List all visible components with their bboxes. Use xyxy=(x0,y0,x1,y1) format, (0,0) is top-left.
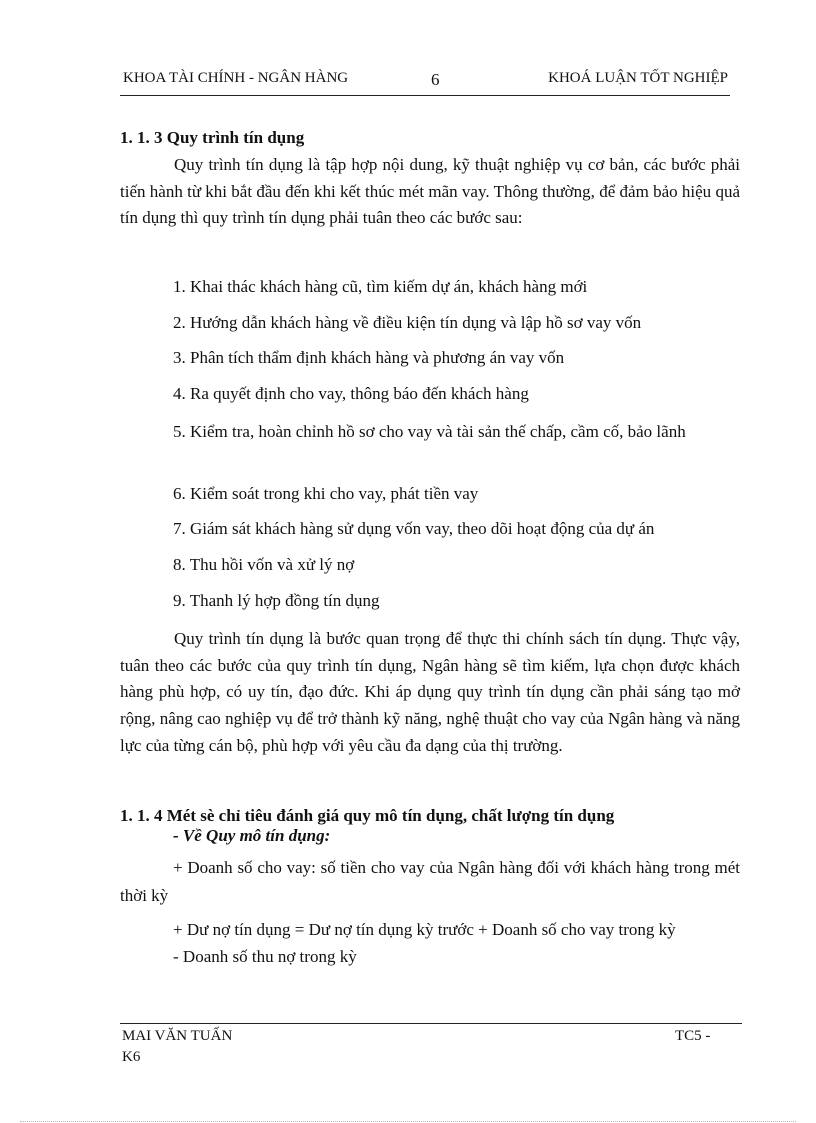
section-intro-paragraph: Quy trình tín dụng là tập hợp nội dung, kỹ thuật nghiệp vụ cơ bản, các bước phải tiến hành từ khi bắt đầu đến khi kết thúc mét mãn vay. Thông thường, để đảm bảo hiệu quả tín dụng thì quy trình tín dụng phải tuân theo các bước sau: xyxy=(120,155,740,228)
subheading-credit-scale: - Về Quy mô tín dụng: xyxy=(173,826,331,845)
footer-class-code: TC5 - xyxy=(675,1028,711,1044)
footer-author: MAI VĂN TUẤN xyxy=(122,1028,233,1044)
header-divider xyxy=(120,95,730,96)
header-thesis-title: KHOÁ LUẬN TỐT NGHIỆP xyxy=(548,70,728,86)
process-step-9: 9. Thanh lý hợp đồng tín dụng xyxy=(173,591,380,610)
page-bottom-border xyxy=(20,1121,796,1122)
credit-item-loan-sales: + Doanh số cho vay: số tiền cho vay của Ngân hàng đối với khách hàng trong mét thời kỳ xyxy=(120,858,740,905)
page-number: 6 xyxy=(431,70,440,89)
footer-class-suffix: K6 xyxy=(122,1049,141,1065)
process-step-3: 3. Phân tích thẩm định khách hàng và phương án vay vốn xyxy=(173,348,565,367)
process-step-7: 7. Giám sát khách hàng sử dụng vốn vay, theo dõi hoạt động của dự án xyxy=(173,519,655,538)
section-heading-114: 1. 1. 4 Mét sè chỉ tiêu đánh giá quy mô tín dụng, chất lượng tín dụng xyxy=(120,806,615,825)
process-step-2: 2. Hướng dẫn khách hàng về điều kiện tín dụng và lập hồ sơ vay vốn xyxy=(173,313,642,332)
process-step-5: 5. Kiểm tra, hoàn chỉnh hồ sơ cho vay và tài sản thế chấp, cầm cố, bảo lãnh xyxy=(173,422,686,441)
footer-divider xyxy=(120,1023,742,1024)
process-step-6: 6. Kiểm soát trong khi cho vay, phát tiền vay xyxy=(173,484,479,503)
process-step-8: 8. Thu hồi vốn và xử lý nợ xyxy=(173,555,355,574)
process-step-4: 4. Ra quyết định cho vay, thông báo đến khách hàng xyxy=(173,384,529,403)
process-step-1: 1. Khai thác khách hàng cũ, tìm kiếm dự án, khách hàng mới xyxy=(173,277,588,296)
header-faculty: KHOA TÀI CHÍNH - NGÂN HÀNG xyxy=(123,70,349,86)
page-header xyxy=(123,70,728,90)
section-conclusion-paragraph: Quy trình tín dụng là bước quan trọng để thực thi chính sách tín dụng. Thực vậy, tuân theo các bước của quy trình tín dụng, Ngân hàng sẽ tìm kiếm, lựa chọn được khách hàng phù hợp, có uy tín, đạo đức. Khi áp dụng quy trình tín dụng cần phải sáng tạo mở rộng, nâng cao nghiệp vụ để trở thành kỹ năng, nghệ thuật cho vay của Ngân hàng và năng lực của từng cán bộ, phù hợp với yêu cầu đa dạng của thị trường. xyxy=(120,629,740,755)
section-heading-113: 1. 1. 3 Quy trình tín dụng xyxy=(120,128,305,147)
credit-item-outstanding-debt: + Dư nợ tín dụng = Dư nợ tín dụng kỳ trước + Doanh số cho vay trong kỳ xyxy=(173,920,676,939)
credit-item-debt-collection: - Doanh số thu nợ trong kỳ xyxy=(173,947,357,966)
